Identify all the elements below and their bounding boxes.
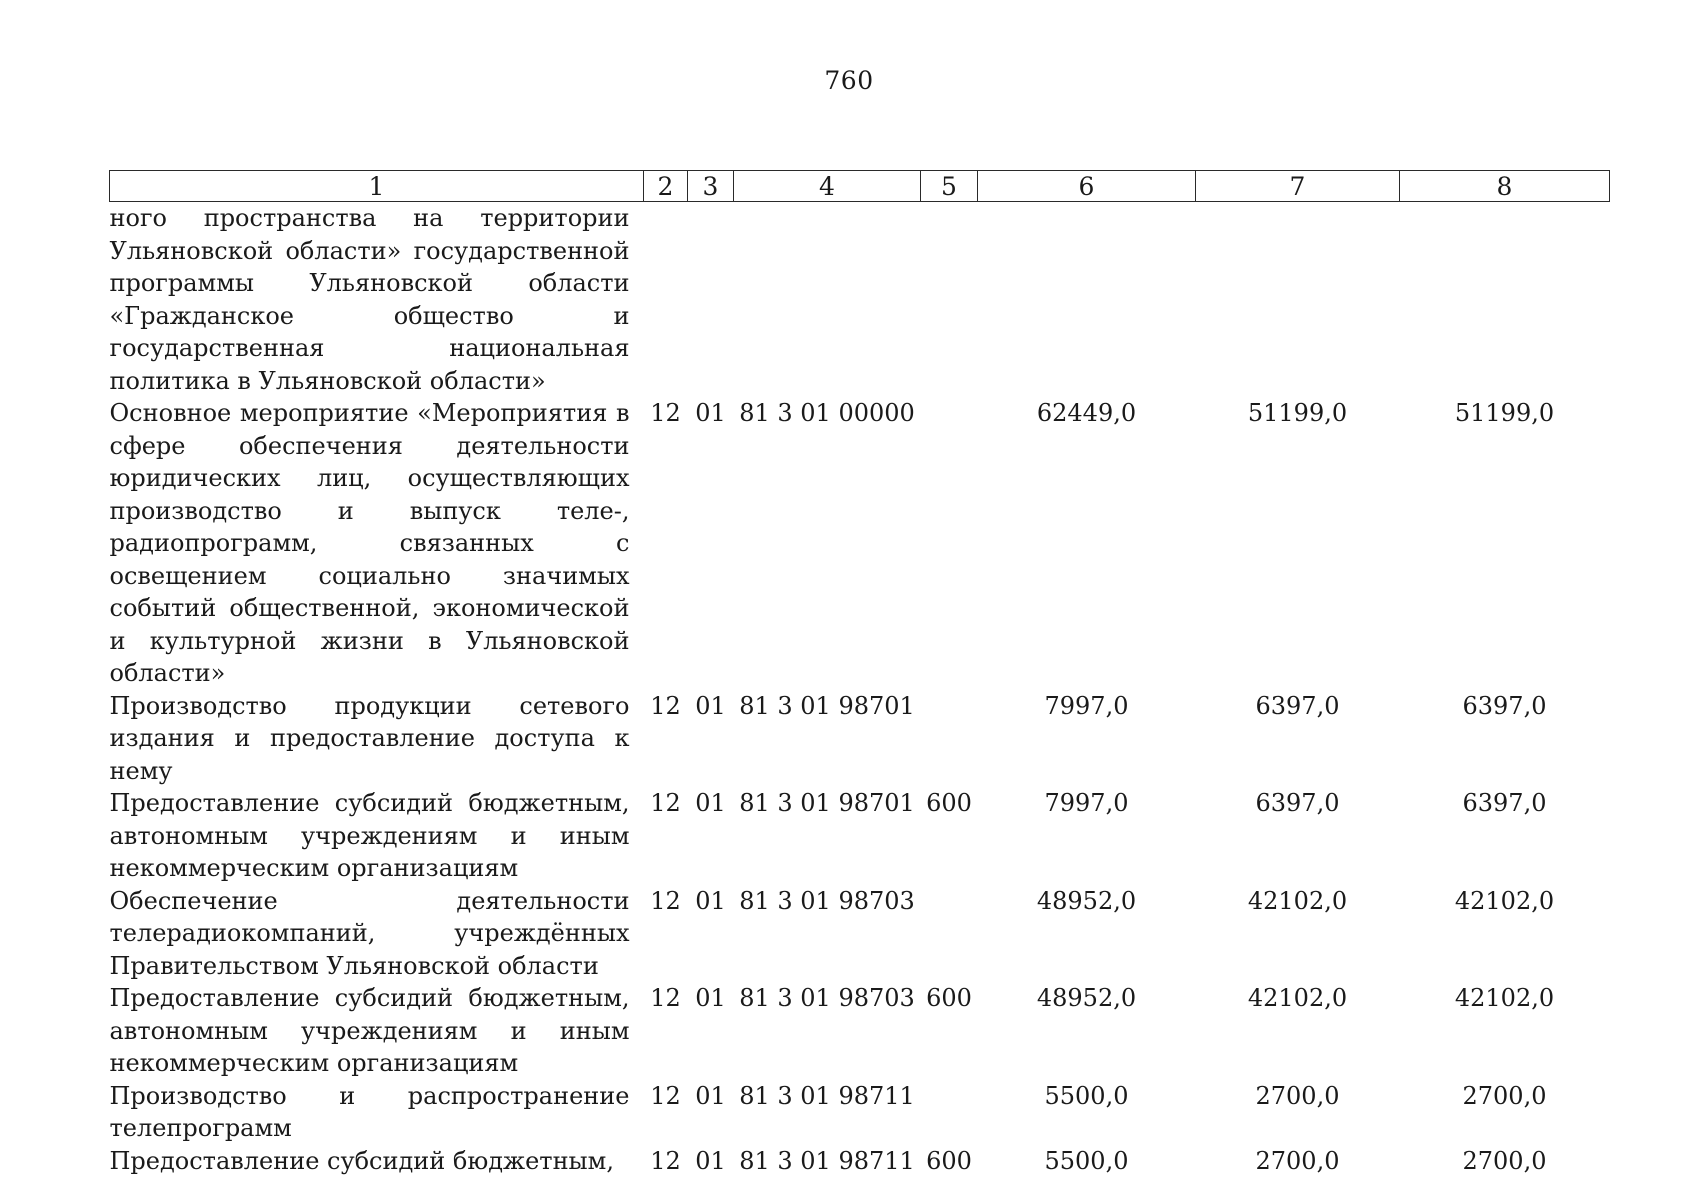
row-amount-col8: 51199,0	[1454, 399, 1555, 427]
row-subsection: 01	[695, 984, 726, 1012]
row-expense-type	[921, 1080, 978, 1145]
row-amount-col8: 2700,0	[1462, 1146, 1547, 1175]
row-section: 12	[650, 984, 681, 1012]
row-amount-col8: 6397,0	[1462, 789, 1547, 817]
row-subsection: 01	[695, 789, 726, 817]
header-col-6: 6	[978, 171, 1196, 202]
row-section: 12	[650, 399, 681, 427]
row-expense-type	[921, 397, 978, 690]
table-row	[110, 397, 1610, 690]
table-row	[110, 1145, 1610, 1178]
header-col-1: 1	[110, 171, 644, 202]
table-row	[110, 885, 1610, 983]
row-expense-type: 600	[926, 984, 972, 1012]
row-expense-type	[921, 885, 978, 983]
budget-table	[109, 170, 1610, 1177]
row-section: 12	[650, 886, 681, 915]
row-amount-col8: 2700,0	[1462, 1081, 1547, 1110]
header-row	[110, 171, 1610, 202]
row-target-code	[734, 202, 921, 398]
header-col-8: 8	[1400, 171, 1610, 202]
row-amount-col6: 7997,0	[1044, 691, 1129, 720]
row-amount-col6: 7997,0	[1044, 789, 1129, 817]
table-row	[110, 1080, 1610, 1145]
row-amount-col7	[1196, 202, 1400, 398]
row-target-code: 81 3 01 98703	[739, 886, 915, 915]
row-target-code: 81 3 01 98711	[739, 1146, 915, 1175]
row-amount-col6: 5500,0	[1044, 1081, 1129, 1110]
table-row	[110, 690, 1610, 788]
row-amount-col6: 5500,0	[1044, 1146, 1129, 1175]
table-row	[110, 787, 1610, 885]
table-header	[110, 171, 1610, 202]
row-amount-col7: 42102,0	[1247, 886, 1348, 915]
row-target-code: 81 3 01 98701	[739, 789, 915, 817]
row-section: 12	[650, 789, 681, 817]
table-body	[110, 202, 1610, 1178]
row-subsection	[688, 202, 734, 398]
row-amount-col7: 6397,0	[1255, 789, 1340, 817]
row-amount-col6: 48952,0	[1036, 886, 1137, 915]
row-amount-col6	[978, 202, 1196, 398]
header-col-3: 3	[688, 171, 734, 202]
header-col-4: 4	[734, 171, 921, 202]
row-expense-type: 600	[926, 1146, 972, 1175]
row-target-code: 81 3 01 98703	[739, 984, 915, 1012]
row-name: Основное мероприятие «Мероприятия в сфере обеспечения деятельности юридических лиц, осуществляющих производство и выпуск теле-, радиопрограмм, связанных с освещением социально значимых событий общественной, экономической и культурной жизни в Ульяновской области»	[109, 399, 630, 687]
header-col-7: 7	[1196, 171, 1400, 202]
row-expense-type	[921, 202, 978, 398]
row-amount-col7: 2700,0	[1255, 1081, 1340, 1110]
table-row	[110, 982, 1610, 1080]
row-target-code: 81 3 01 00000	[739, 399, 915, 427]
row-name: Обеспечение деятельности телерадиокомпаний, учреждённых Правительством Ульяновской области	[109, 886, 630, 980]
row-expense-type	[921, 690, 978, 788]
row-amount-col6: 62449,0	[1036, 399, 1137, 427]
row-name: Производство и распространение телепрограмм	[109, 1081, 630, 1142]
row-section: 12	[650, 1146, 681, 1175]
row-amount-col7: 51199,0	[1247, 399, 1348, 427]
row-subsection: 01	[695, 1081, 726, 1110]
row-amount-col6: 48952,0	[1036, 984, 1137, 1012]
row-name: Предоставление субсидий бюджетным, автономным учреждениям и иным некоммерческим организациям	[109, 789, 630, 882]
row-name: Производство продукции сетевого издания и предоставление доступа к нему	[109, 691, 630, 785]
row-name: ного пространства на территории Ульяновской области» государственной программы Ульяновской области «Гражданское общество и государственная национальная политика в Ульяновской области»	[109, 204, 630, 395]
row-subsection: 01	[695, 1146, 726, 1175]
page-number: 760	[824, 66, 874, 95]
row-target-code: 81 3 01 98711	[739, 1081, 915, 1110]
row-amount-col8: 42102,0	[1454, 886, 1555, 915]
row-amount-col7: 42102,0	[1247, 984, 1348, 1012]
row-section	[644, 202, 688, 398]
row-name: Предоставление субсидий бюджетным,	[109, 1146, 614, 1175]
row-subsection: 01	[695, 399, 726, 427]
row-subsection: 01	[695, 886, 726, 915]
row-amount-col8: 42102,0	[1454, 984, 1555, 1012]
row-target-code: 81 3 01 98701	[739, 691, 915, 720]
row-subsection: 01	[695, 691, 726, 720]
row-amount-col7: 2700,0	[1255, 1146, 1340, 1175]
table-row	[110, 202, 1610, 398]
row-name: Предоставление субсидий бюджетным, автономным учреждениям и иным некоммерческим организациям	[109, 984, 630, 1077]
row-amount-col8	[1400, 202, 1610, 398]
row-expense-type: 600	[926, 789, 972, 817]
row-amount-col8: 6397,0	[1462, 691, 1547, 720]
row-amount-col7: 6397,0	[1255, 691, 1340, 720]
row-section: 12	[650, 691, 681, 720]
header-col-5: 5	[921, 171, 978, 202]
header-col-2: 2	[644, 171, 688, 202]
row-section: 12	[650, 1081, 681, 1110]
